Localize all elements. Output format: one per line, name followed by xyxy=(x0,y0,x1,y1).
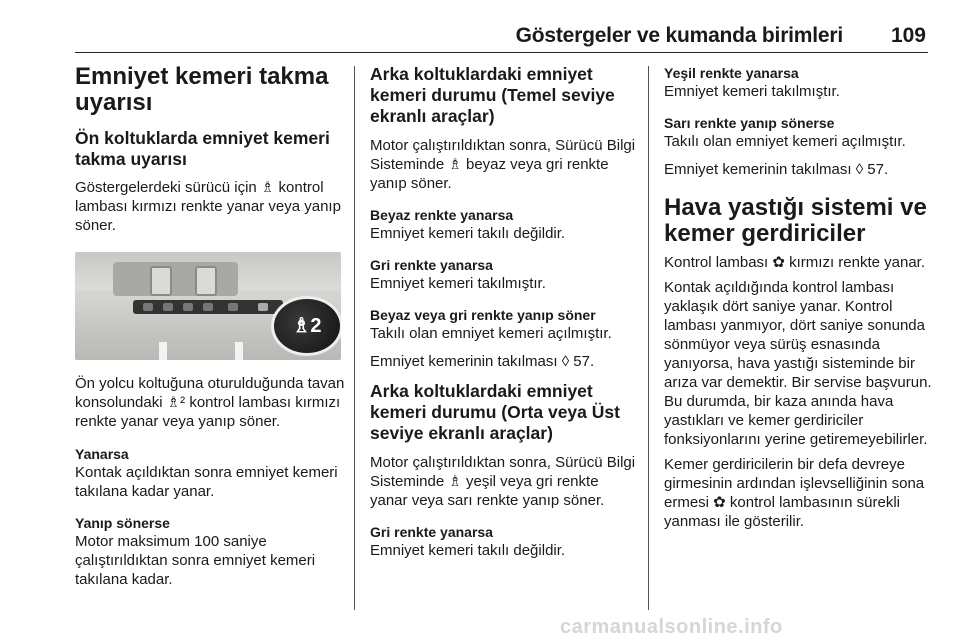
paragraph: Kontrol lambası ✿ kırmızı renkte yanar. xyxy=(664,254,925,271)
watermark: carmanualsonline.info xyxy=(560,616,783,638)
paragraph: Takılı olan emniyet kemeri açılmıştır. xyxy=(664,133,906,150)
paragraph: Motor çalıştırıldıktan sonra, Sürücü Bilgi Sisteminde ♗ yeşil veya gri renkte yanar veya sarı renkte yanıp söner. xyxy=(370,454,636,509)
paragraph: Ön yolcu koltuğuna oturulduğunda tavan konsolundaki ♗² kontrol lambası kırmızı renkte yanar veya yanıp söner. xyxy=(75,375,345,430)
page-number: 109 xyxy=(890,24,926,47)
subsection-title: Arka koltuklardaki emniyet kemeri durumu (Temel seviye ekranlı araçlar) xyxy=(370,64,615,126)
figure-badge: 2 xyxy=(310,315,322,337)
paragraph: Motor maksimum 100 saniye çalıştırıldıktan sonra emniyet kemeri takılana kadar. xyxy=(75,533,316,588)
item-title: Gri renkte yanarsa xyxy=(370,257,493,273)
item-title: Beyaz veya gri renkte yanıp söner xyxy=(370,307,596,323)
subsection-title: Arka koltuklardaki emniyet kemeri durumu (Orta veya Üst seviye ekranlı araçlar) xyxy=(370,381,620,443)
column-divider xyxy=(648,66,649,610)
item-title: Beyaz renkte yanarsa xyxy=(370,207,514,223)
cross-reference: Emniyet kemerinin takılması ◊ 57. xyxy=(664,161,889,178)
cross-reference: Emniyet kemerinin takılması ◊ 57. xyxy=(370,353,595,370)
paragraph: Göstergelerdeki sürücü için ♗ kontrol lambası kırmızı renkte yanar veya yanıp söner. xyxy=(75,179,341,234)
column-1 xyxy=(75,64,345,589)
page-header xyxy=(75,22,928,53)
item-title: Gri renkte yanarsa xyxy=(370,524,493,540)
section-title: Emniyet kemeri takma uyarısı xyxy=(75,63,329,116)
paragraph: Emniyet kemeri takılmıştır. xyxy=(370,275,546,292)
column-3 xyxy=(664,64,944,531)
paragraph: Emniyet kemeri takılı değildir. xyxy=(370,225,566,242)
seatbelt-indicator-callout xyxy=(271,296,341,356)
item-title: Sarı renkte yanıp sönerse xyxy=(664,115,835,131)
paragraph: Kontak açıldıktan sonra emniyet kemeri takılana kadar yanar. xyxy=(75,464,338,500)
column-2 xyxy=(370,64,640,560)
paragraph: Emniyet kemeri takılmıştır. xyxy=(664,83,840,100)
console-panel xyxy=(113,262,238,296)
item-title: Yeşil renkte yanarsa xyxy=(664,65,799,81)
paragraph: Emniyet kemeri takılı değildir. xyxy=(370,542,566,559)
overhead-console-figure xyxy=(75,252,341,360)
paragraph: Kemer gerdiricilerin bir defa devreye girmesinin ardından işlevselliğinin sona ermesi ✿ kontrol lambasının sürekli yanması ile gösterilir. xyxy=(664,456,925,530)
seatbelt-icon: ♗ xyxy=(292,315,311,337)
paragraph: Motor çalıştırıldıktan sonra, Sürücü Bilgi Sisteminde ♗ beyaz veya gri renkte yanıp söner. xyxy=(370,137,636,192)
indicator-strip xyxy=(133,300,283,314)
paragraph: Takılı olan emniyet kemeri açılmıştır. xyxy=(370,325,612,342)
header-title: Göstergeler ve kumanda birimleri xyxy=(515,24,843,47)
item-title: Yanarsa xyxy=(75,446,129,462)
reading-lamp xyxy=(150,266,172,296)
reading-lamp xyxy=(195,266,217,296)
column-divider xyxy=(354,66,355,610)
section-title: Hava yastığı sistemi ve kemer gerdiriciler xyxy=(664,194,927,247)
subsection-title: Ön koltuklarda emniyet kemeri takma uyarısı xyxy=(75,128,330,169)
paragraph: Kontak açıldığında kontrol lambası yaklaşık dört saniye yanar. Kontrol lambası yanmıyor, dört saniye sonunda sönmüyor veya sürüş esnasında yanıyorsa, hava yastığı sisteminde bir arıza var demektir. Bir servise başvurun. Bu durumda, bir kaza anında hava yastıkları ve kemer gerdiriciler fonksiyonlarını yerine getiremeyebilirler. xyxy=(664,279,932,448)
item-title: Yanıp sönerse xyxy=(75,515,170,531)
